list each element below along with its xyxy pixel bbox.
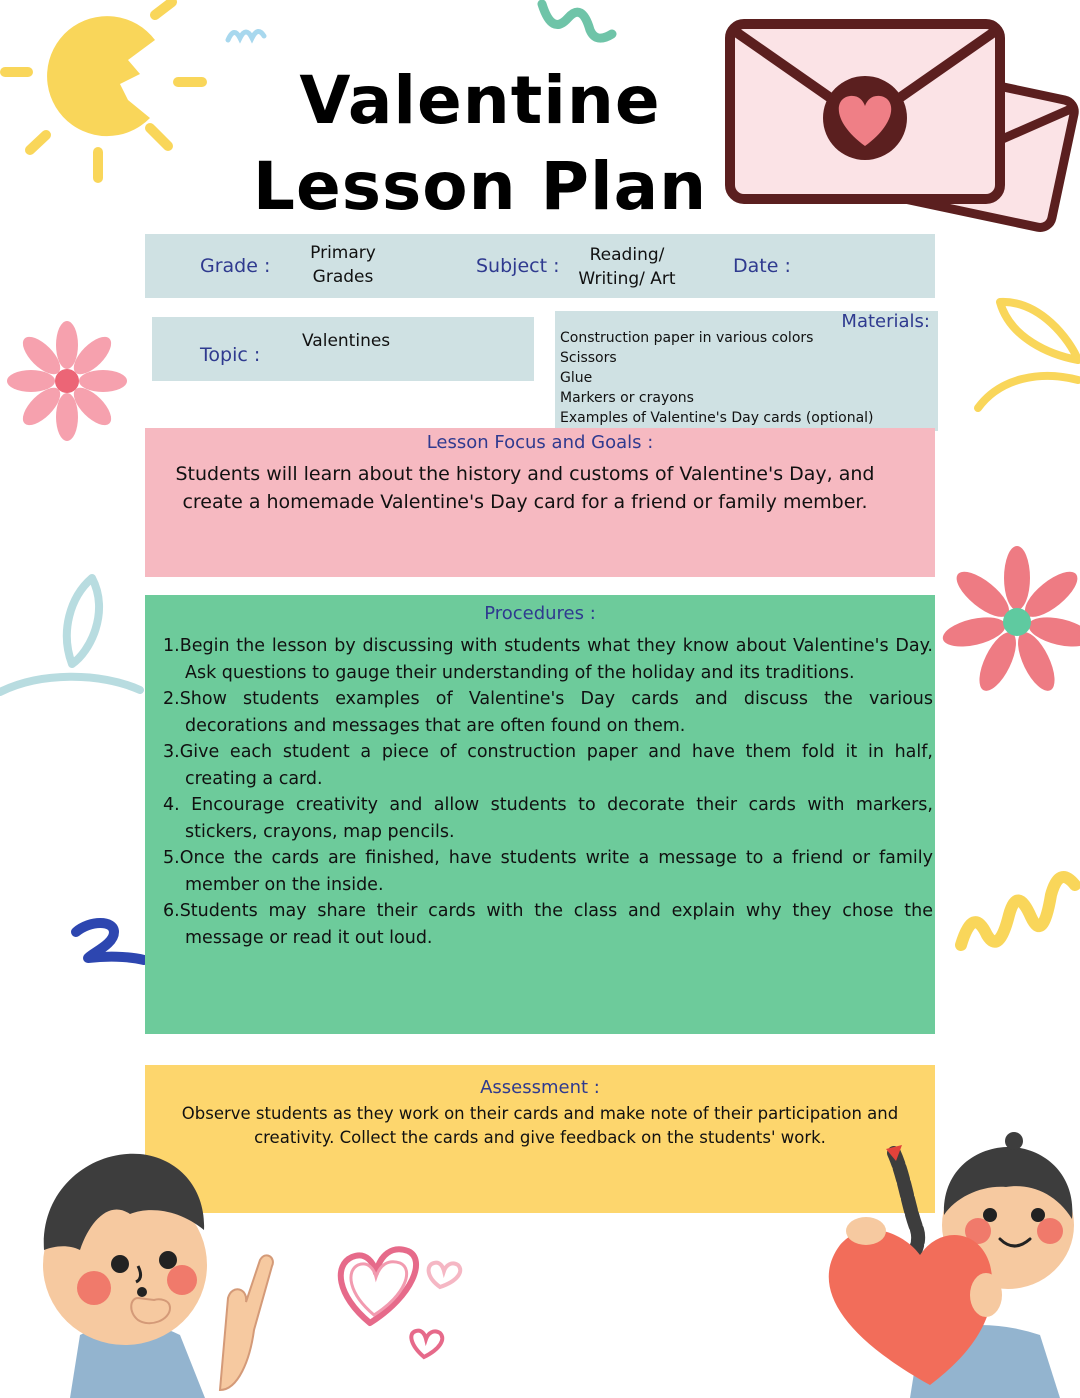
topic-value: Valentines xyxy=(302,331,391,351)
list-item: 6.Students may share their cards with the class and explain why they chose the message or read it out loud. xyxy=(163,901,933,948)
list-item: 5.Once the cards are finished, have students write a message to a friend or family member on the inside. xyxy=(163,848,933,895)
grade-value-line-1: Primary xyxy=(310,243,376,263)
envelope-icon xyxy=(722,10,1080,240)
assessment-text: Observe students as they work on their cards and make note of their participation and creativity. Collect the cards and give feedback on the students' work. xyxy=(181,1104,899,1147)
list-item: Construction paper in various colors xyxy=(560,330,814,346)
list-item: 3.Give each student a piece of construction paper and have them fold it in half, creating a card. xyxy=(163,742,933,789)
goals-box xyxy=(145,428,935,577)
leaf-squiggle-icon xyxy=(970,290,1080,420)
page-title xyxy=(240,58,720,230)
materials-label: Materials: xyxy=(841,311,930,332)
grade-value xyxy=(295,241,391,289)
flower-icon xyxy=(955,545,1080,700)
title-line-2: Lesson Plan xyxy=(252,148,708,225)
list-item: 2.Show students examples of Valentine's Day cards and discuss the various decorations and messages that are often found on them. xyxy=(163,689,933,736)
squiggle-icon xyxy=(70,910,148,970)
subject-label: Subject : xyxy=(476,255,560,277)
assessment-label: Assessment : xyxy=(480,1077,600,1098)
info-box xyxy=(145,234,935,298)
procedures-list xyxy=(163,633,933,951)
squiggle-icon xyxy=(955,855,1080,965)
leaf-squiggle-icon xyxy=(0,572,140,732)
list-item: Markers or crayons xyxy=(560,390,694,406)
subject-value xyxy=(565,243,689,291)
topic-label: Topic : xyxy=(200,344,261,366)
flower-icon xyxy=(8,322,126,440)
list-item: Scissors xyxy=(560,350,617,366)
procedures-box xyxy=(145,595,935,1034)
squiggle-icon xyxy=(226,24,266,44)
subject-value-line-1: Reading/ xyxy=(589,245,665,265)
goals-text: Students will learn about the history and customs of Valentine's Day, and create a homemade Valentine's Day card for a friend or family member. xyxy=(175,463,875,513)
topic-box xyxy=(152,317,534,381)
grade-label: Grade : xyxy=(200,255,271,277)
materials-box xyxy=(555,311,938,431)
date-label: Date : xyxy=(733,255,791,277)
list-item: 1.Begin the lesson by discussing with students what they know about Valentine's Day. Ask questions to gauge their understanding of the holiday and its traditions. xyxy=(163,636,933,683)
list-item: Examples of Valentine's Day cards (optional) xyxy=(560,410,874,426)
list-item: Glue xyxy=(560,370,593,386)
list-item: 4. Encourage creativity and allow students to decorate their cards with markers, stickers, crayons, map pencils. xyxy=(163,795,933,842)
procedures-label: Procedures : xyxy=(484,603,596,624)
sun-icon xyxy=(0,0,220,190)
subject-value-line-2: Writing/ Art xyxy=(578,269,676,289)
title-line-1: Valentine xyxy=(299,62,661,139)
grade-value-line-2: Grades xyxy=(312,267,374,287)
boy-illustration xyxy=(10,1140,270,1398)
squiggle-icon xyxy=(538,0,618,50)
girl-illustration xyxy=(810,1135,1080,1398)
goals-label: Lesson Focus and Goals : xyxy=(426,432,654,453)
heart-icon xyxy=(330,1225,470,1365)
materials-list xyxy=(560,328,874,428)
